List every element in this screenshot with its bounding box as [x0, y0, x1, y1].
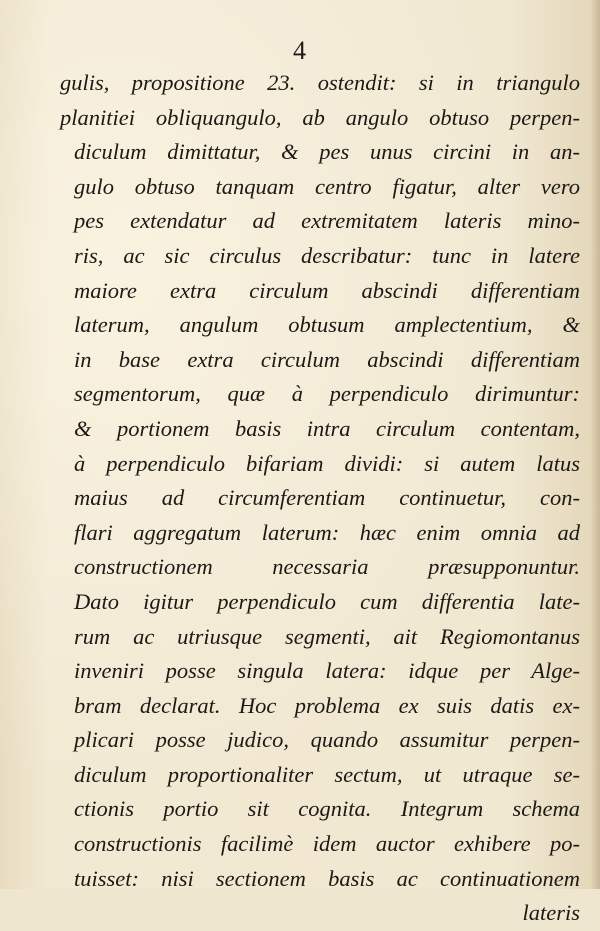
text-line: pes extendatur ad extremitatem lateris mino- — [74, 208, 580, 234]
text-line: in base extra circulum abscindi differentiam — [74, 346, 580, 372]
text-line: planitiei obliquangulo, ab angulo obtuso perpen- — [60, 104, 580, 130]
text-line: Dato igitur perpendiculo cum differentia late- — [74, 588, 580, 614]
text-line: bram declarat. Hoc problema ex suis datis ex- — [74, 692, 580, 718]
text-line: flari aggregatum laterum: hæc enim omnia ad — [74, 519, 580, 545]
text-line: inveniri posse singula latera: idque per Alge- — [74, 658, 580, 684]
text-line: tuisset: nisi sectionem basis ac continuationem — [74, 865, 580, 891]
page-number: 4 — [293, 36, 307, 65]
text-line: constructionis facilimè idem auctor exhibere po- — [74, 831, 580, 857]
text-line: rum ac utriusque segmenti, ait Regiomontanus — [74, 623, 580, 649]
text-line: à perpendiculo bifariam dividi: si autem latus — [74, 450, 580, 476]
text-line: maiore extra circulum abscindi differentiam — [74, 277, 580, 303]
text-line: constructionem necessaria præsupponuntur. — [74, 554, 580, 580]
catchword: lateris — [522, 900, 580, 926]
text-line: maius ad circumferentiam continuetur, con- — [74, 485, 580, 511]
page-edge-shadow — [590, 0, 600, 889]
text-line: ctionis portio sit cognita. Integrum schema — [74, 796, 580, 822]
text-line: plicari posse judico, quando assumitur perpen- — [74, 727, 580, 753]
text-line: diculum dimittatur, & pes unus circini in an- — [74, 139, 580, 165]
text-line: diculum proportionaliter sectum, ut utraque se- — [74, 761, 580, 787]
text-line: gulis, propositione 23. ostendit: si in triangulo — [60, 70, 580, 95]
text-line: ris, ac sic circulus describatur: tunc in latere — [74, 242, 580, 268]
text-line: segmentorum, quæ à perpendiculo dirimuntur: — [74, 381, 580, 407]
text-line: laterum, angulum obtusum amplectentium, & — [74, 312, 580, 338]
body-text — [60, 66, 580, 931]
text-line: gulo obtuso tanquam centro figatur, alter vero — [74, 173, 580, 199]
text-line: & portionem basis intra circulum contentam, — [74, 415, 580, 441]
